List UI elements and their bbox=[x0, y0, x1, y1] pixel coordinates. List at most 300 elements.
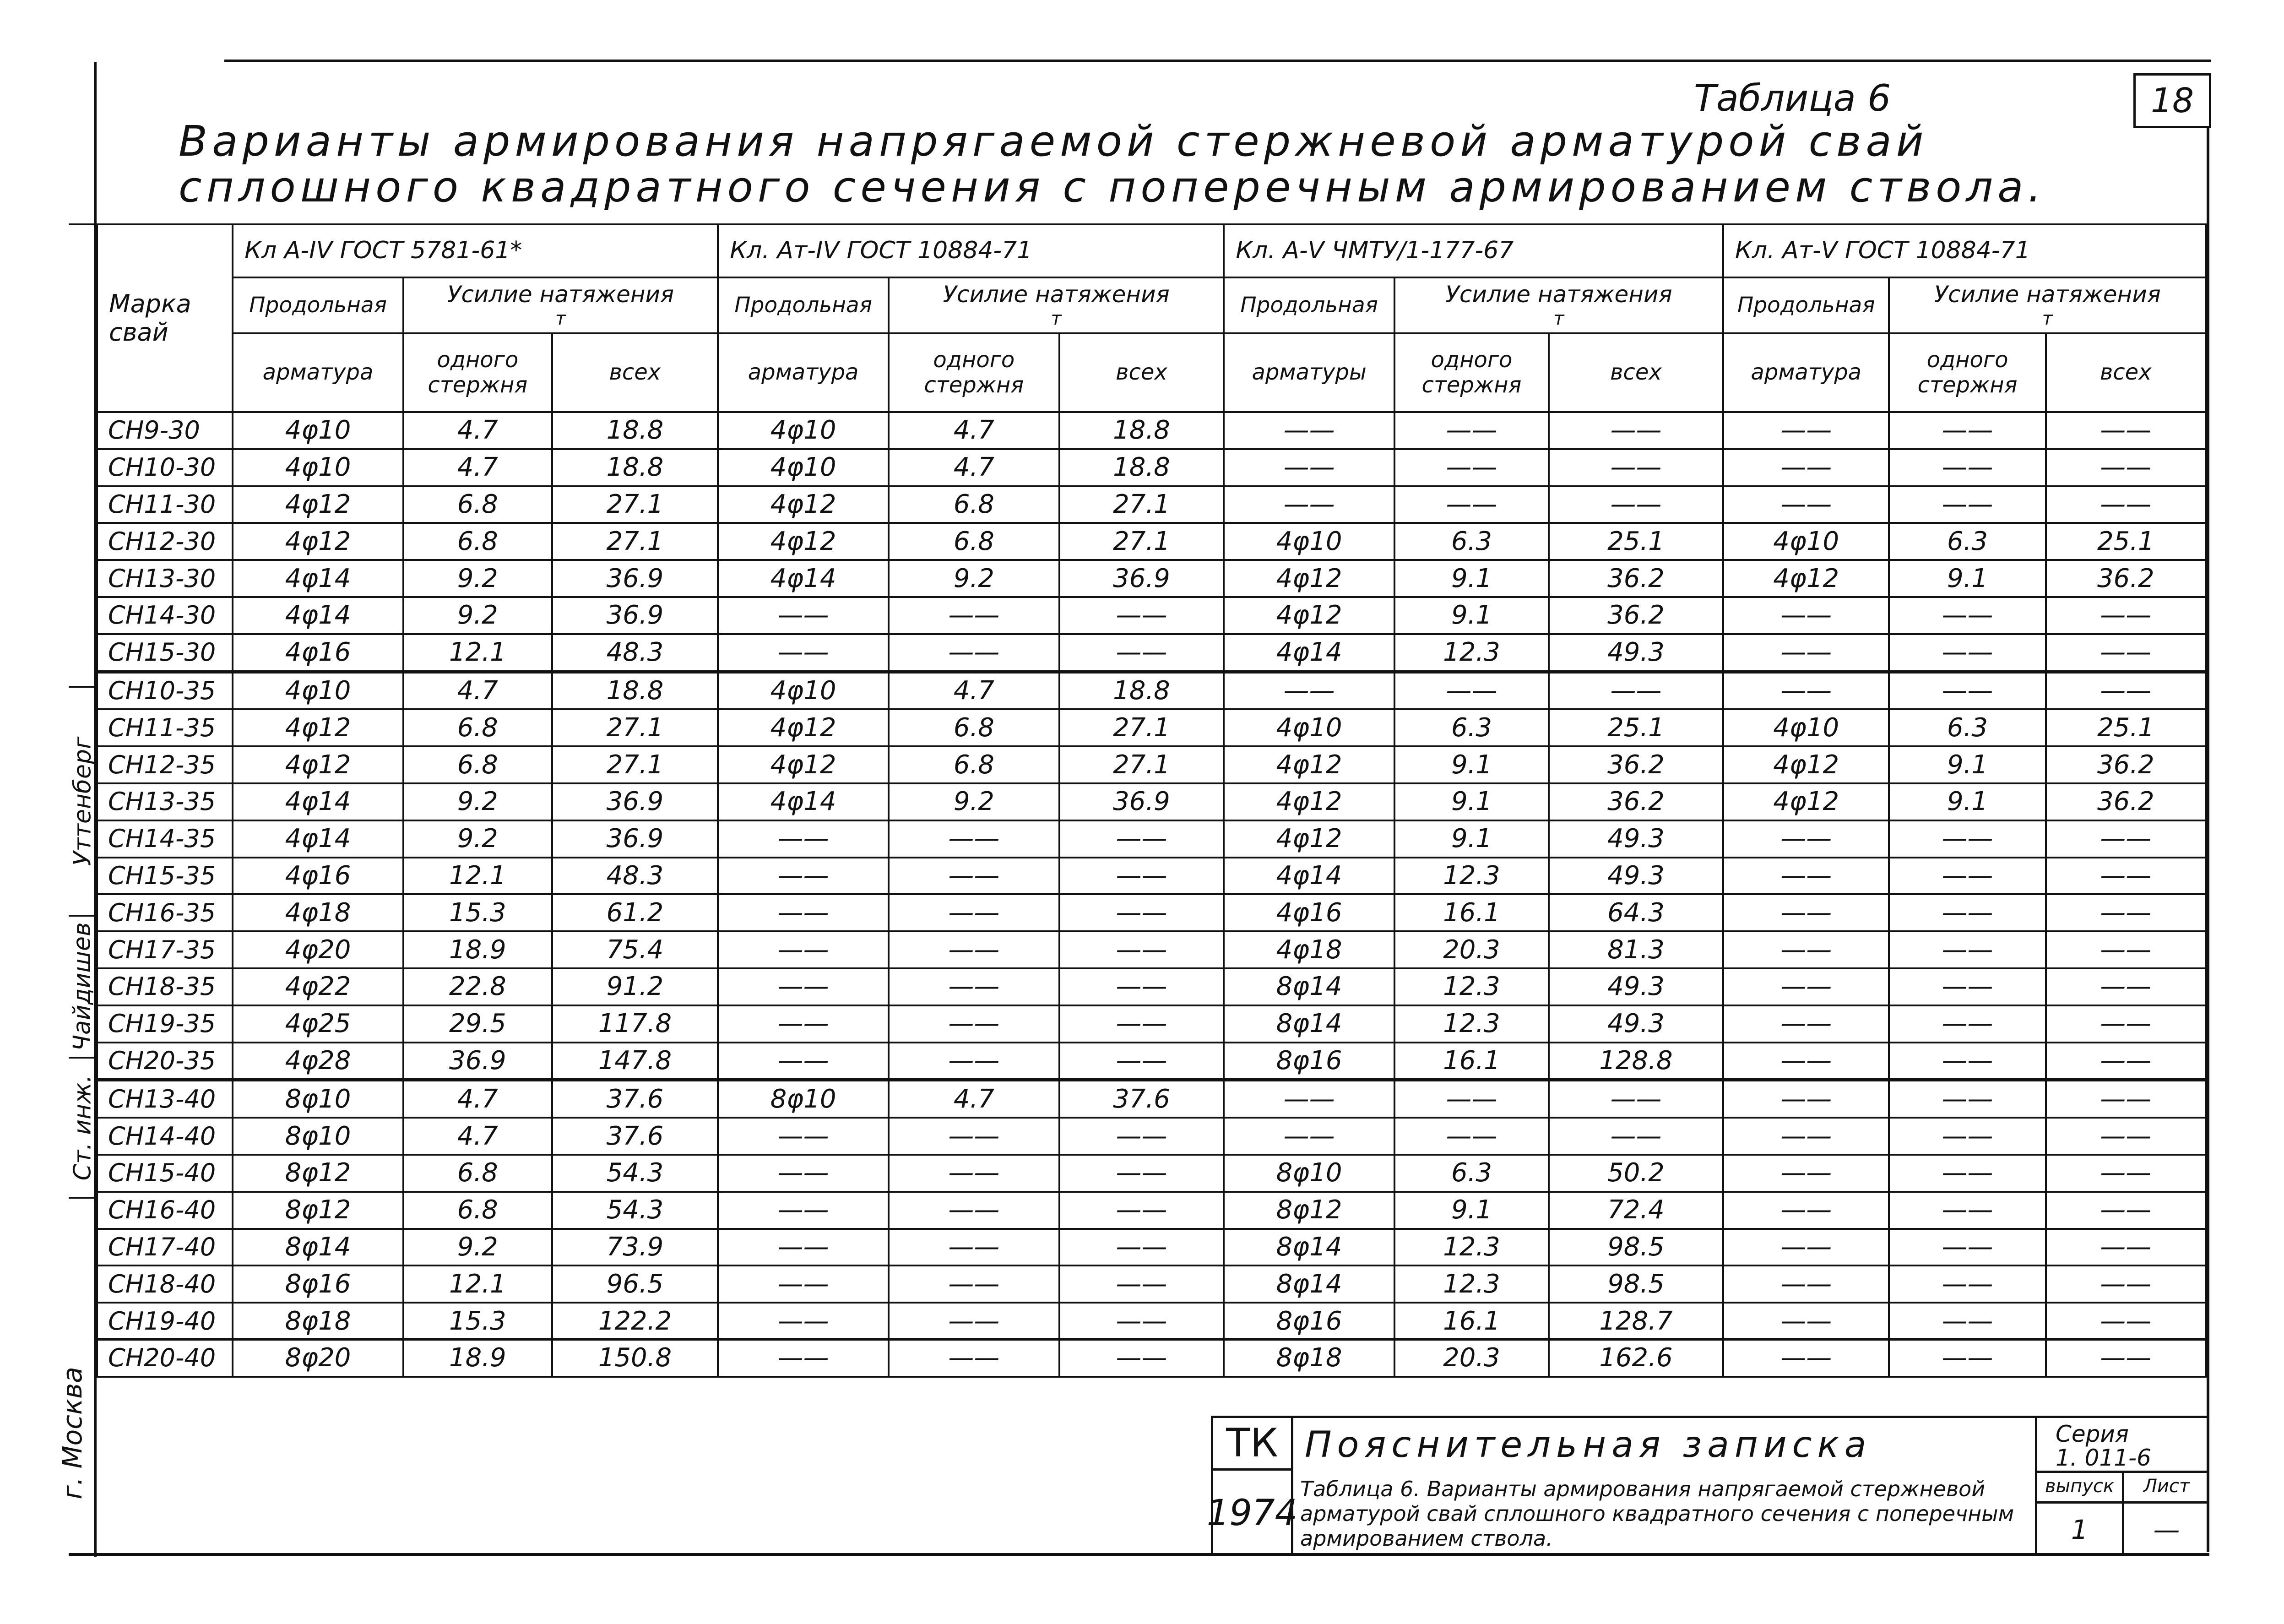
table-cell: —— bbox=[1059, 858, 1224, 895]
table-cell: 6.8 bbox=[889, 746, 1059, 783]
table-cell: —— bbox=[2046, 820, 2206, 858]
table-row bbox=[97, 1005, 2206, 1043]
header-longitudinal-4: Продольная bbox=[1723, 277, 1889, 333]
table-cell: 27.1 bbox=[1059, 746, 1224, 783]
table-cell: 48.3 bbox=[552, 634, 718, 672]
pile-mark-cell: СН15-30 bbox=[97, 634, 233, 672]
table-cell: 12.3 bbox=[1394, 1266, 1549, 1303]
table-cell: 4.7 bbox=[403, 449, 552, 486]
table-row bbox=[97, 1340, 2206, 1377]
table-cell: 4.7 bbox=[403, 1080, 552, 1118]
header-reinforcement-4: арматура bbox=[1723, 333, 1889, 412]
table-row bbox=[97, 746, 2206, 783]
header-reinforcement-3: арматуры bbox=[1224, 333, 1394, 412]
table-cell: 16.1 bbox=[1394, 1043, 1549, 1080]
table-cell: 4φ10 bbox=[718, 672, 889, 709]
table-cell: 25.1 bbox=[2046, 523, 2206, 560]
table-cell: —— bbox=[1059, 1118, 1224, 1155]
table-cell: 98.5 bbox=[1549, 1229, 1723, 1266]
table-cell: —— bbox=[1889, 1266, 2045, 1303]
table-cell: 36.2 bbox=[1549, 783, 1723, 820]
header-force-2: Усилие натяжения т bbox=[889, 277, 1224, 333]
table-cell: 36.9 bbox=[552, 783, 718, 820]
table-cell: —— bbox=[889, 634, 1059, 672]
table-cell: 72.4 bbox=[1549, 1192, 1723, 1229]
table-cell: 4φ12 bbox=[233, 523, 403, 560]
table-cell: 49.3 bbox=[1549, 858, 1723, 895]
pile-mark-cell: СН18-40 bbox=[97, 1266, 233, 1303]
table-cell: 36.9 bbox=[552, 597, 718, 634]
table-cell: 49.3 bbox=[1549, 820, 1723, 858]
table-cell: —— bbox=[1723, 1229, 1889, 1266]
signature-box-engineer bbox=[69, 686, 96, 915]
table-cell: —— bbox=[1723, 1340, 1889, 1377]
pile-mark-cell: СН13-35 bbox=[97, 783, 233, 820]
table-row bbox=[97, 1080, 2206, 1118]
table-cell: —— bbox=[1723, 1005, 1889, 1043]
table-cell: —— bbox=[1059, 597, 1224, 634]
table-cell: —— bbox=[889, 1229, 1059, 1266]
table-cell: 36.9 bbox=[403, 1043, 552, 1080]
table-cell: 91.2 bbox=[552, 968, 718, 1005]
table-cell: 4.7 bbox=[403, 1118, 552, 1155]
table-cell: 18.8 bbox=[1059, 672, 1224, 709]
table-cell: 4.7 bbox=[889, 1080, 1059, 1118]
table-cell: 4φ22 bbox=[233, 968, 403, 1005]
pile-mark-cell: СН15-40 bbox=[97, 1155, 233, 1192]
table-cell: 128.7 bbox=[1549, 1303, 1723, 1340]
header-reinforcement-2: арматура bbox=[718, 333, 889, 412]
table-cell: 37.6 bbox=[552, 1118, 718, 1155]
frame-top-line bbox=[224, 60, 2211, 62]
table-cell: 4φ12 bbox=[233, 486, 403, 523]
table-cell: 37.6 bbox=[552, 1080, 718, 1118]
table-cell: 4φ10 bbox=[1224, 709, 1394, 746]
table-row bbox=[97, 709, 2206, 746]
table-label: Таблица 6 bbox=[1694, 77, 1891, 119]
table-row bbox=[97, 1118, 2206, 1155]
pile-mark-cell: СН11-30 bbox=[97, 486, 233, 523]
header-all-bars-3: всех bbox=[1549, 333, 1723, 412]
table-cell: —— bbox=[718, 894, 889, 931]
issue-cell bbox=[2035, 1473, 2122, 1555]
table-cell: —— bbox=[718, 858, 889, 895]
table-cell: 6.3 bbox=[1889, 709, 2045, 746]
table-cell: —— bbox=[718, 968, 889, 1005]
table-cell: 9.2 bbox=[889, 560, 1059, 597]
table-cell: —— bbox=[1549, 486, 1723, 523]
table-row bbox=[97, 1155, 2206, 1192]
table-cell: —— bbox=[2046, 486, 2206, 523]
table-cell: 61.2 bbox=[552, 894, 718, 931]
table-cell: 122.2 bbox=[552, 1303, 718, 1340]
table-cell: —— bbox=[1723, 820, 1889, 858]
table-row bbox=[97, 523, 2206, 560]
pile-mark-cell: СН17-40 bbox=[97, 1229, 233, 1266]
table-cell: —— bbox=[889, 1155, 1059, 1192]
table-cell: —— bbox=[1224, 486, 1394, 523]
table-cell: —— bbox=[1723, 1303, 1889, 1340]
table-cell: 8φ12 bbox=[1224, 1192, 1394, 1229]
table-cell: 9.2 bbox=[889, 783, 1059, 820]
table-cell: —— bbox=[1889, 1229, 2045, 1266]
table-cell: —— bbox=[1889, 1303, 2045, 1340]
table-cell: 73.9 bbox=[552, 1229, 718, 1266]
table-cell: 4φ10 bbox=[1723, 709, 1889, 746]
header-group-1: Кл А-IV ГОСТ 5781-61* bbox=[233, 224, 718, 277]
table-cell: 96.5 bbox=[552, 1266, 718, 1303]
table-cell: —— bbox=[889, 968, 1059, 1005]
table-cell: —— bbox=[1723, 968, 1889, 1005]
table-cell: 8φ18 bbox=[1224, 1340, 1394, 1377]
table-cell: 36.9 bbox=[552, 820, 718, 858]
pile-mark-cell: СН17-35 bbox=[97, 931, 233, 968]
table-cell: 4φ12 bbox=[1723, 560, 1889, 597]
table-cell: 162.6 bbox=[1549, 1340, 1723, 1377]
table-cell: 27.1 bbox=[552, 709, 718, 746]
table-cell: 15.3 bbox=[403, 1303, 552, 1340]
table-cell: —— bbox=[1723, 1192, 1889, 1229]
table-cell: —— bbox=[1889, 1192, 2045, 1229]
table-cell: 4φ12 bbox=[1224, 597, 1394, 634]
table-row bbox=[97, 672, 2206, 709]
table-cell: —— bbox=[1889, 597, 2045, 634]
table-cell: —— bbox=[1059, 634, 1224, 672]
table-cell: —— bbox=[1889, 634, 2045, 672]
table-row bbox=[97, 486, 2206, 523]
table-cell: 16.1 bbox=[1394, 894, 1549, 931]
stamp-description: Таблица 6. Варианты армирования напрягаемой стержневой арматурой свай сплошного квадратного сечения с поперечным армированием ствола. bbox=[1300, 1477, 2014, 1551]
table-cell: 50.2 bbox=[1549, 1155, 1723, 1192]
table-cell: 4φ25 bbox=[233, 1005, 403, 1043]
table-cell: 128.8 bbox=[1549, 1043, 1723, 1080]
table-row bbox=[97, 783, 2206, 820]
table-cell: —— bbox=[1889, 486, 2045, 523]
table-cell: 9.2 bbox=[403, 1229, 552, 1266]
table-cell: 4φ14 bbox=[1224, 858, 1394, 895]
table-cell: —— bbox=[1723, 449, 1889, 486]
table-cell: —— bbox=[1889, 449, 2045, 486]
table-cell: —— bbox=[1394, 449, 1549, 486]
table-cell: 4φ12 bbox=[718, 486, 889, 523]
table-cell: 4φ16 bbox=[1224, 894, 1394, 931]
table-cell: 8φ12 bbox=[233, 1155, 403, 1192]
pile-mark-cell: СН14-40 bbox=[97, 1118, 233, 1155]
table-cell: —— bbox=[1224, 449, 1394, 486]
table-row bbox=[97, 931, 2206, 968]
table-cell: —— bbox=[2046, 1340, 2206, 1377]
header-one-bar-1: одного стержня bbox=[403, 333, 552, 412]
table-cell: 8φ20 bbox=[233, 1340, 403, 1377]
header-force-3: Усилие натяжения т bbox=[1394, 277, 1723, 333]
table-cell: 4φ12 bbox=[1224, 820, 1394, 858]
table-cell: —— bbox=[1394, 412, 1549, 449]
header-force-1: Усилие натяжения т bbox=[403, 277, 718, 333]
table-cell: —— bbox=[1059, 1266, 1224, 1303]
table-cell: 20.3 bbox=[1394, 1340, 1549, 1377]
table-cell: —— bbox=[718, 1118, 889, 1155]
table-cell: 9.2 bbox=[403, 597, 552, 634]
table-cell: —— bbox=[1394, 1080, 1549, 1118]
table-cell: —— bbox=[2046, 672, 2206, 709]
table-cell: 48.3 bbox=[552, 858, 718, 895]
header-group-4: Кл. Ат-V ГОСТ 10884-71 bbox=[1723, 224, 2206, 277]
table-cell: 12.1 bbox=[403, 1266, 552, 1303]
table-cell: 8φ14 bbox=[233, 1229, 403, 1266]
table-cell: 8φ10 bbox=[233, 1118, 403, 1155]
table-cell: 12.3 bbox=[1394, 858, 1549, 895]
table-cell: 4φ12 bbox=[1224, 560, 1394, 597]
table-cell: 4φ12 bbox=[718, 523, 889, 560]
table-cell: —— bbox=[889, 1340, 1059, 1377]
table-cell: 27.1 bbox=[1059, 523, 1224, 560]
table-cell: 25.1 bbox=[1549, 709, 1723, 746]
table-row bbox=[97, 894, 2206, 931]
table-cell: —— bbox=[1723, 597, 1889, 634]
table-cell: 98.5 bbox=[1549, 1266, 1723, 1303]
pile-mark-cell: СН10-30 bbox=[97, 449, 233, 486]
table-cell: 4φ12 bbox=[1723, 746, 1889, 783]
table-cell: —— bbox=[1723, 412, 1889, 449]
table-cell: —— bbox=[1059, 1340, 1224, 1377]
table-cell: 9.2 bbox=[403, 560, 552, 597]
table-cell: 4φ14 bbox=[1224, 634, 1394, 672]
pile-mark-cell: СН19-40 bbox=[97, 1303, 233, 1340]
signature-senior: Ст. инж. bbox=[69, 1075, 97, 1181]
table-cell: —— bbox=[1059, 931, 1224, 968]
table-cell: 4.7 bbox=[889, 672, 1059, 709]
pile-mark-cell: СН13-40 bbox=[97, 1080, 233, 1118]
table-cell: —— bbox=[1059, 820, 1224, 858]
table-cell: —— bbox=[1549, 412, 1723, 449]
table-cell: 4φ10 bbox=[233, 412, 403, 449]
table-cell: 36.9 bbox=[1059, 783, 1224, 820]
table-cell: 54.3 bbox=[552, 1155, 718, 1192]
title-block bbox=[1206, 1416, 2207, 1553]
table-row bbox=[97, 597, 2206, 634]
table-cell: —— bbox=[2046, 634, 2206, 672]
table-row bbox=[97, 634, 2206, 672]
table-cell: —— bbox=[1549, 449, 1723, 486]
table-cell: 9.2 bbox=[403, 783, 552, 820]
table-cell: —— bbox=[1889, 820, 2045, 858]
table-cell: —— bbox=[1549, 1080, 1723, 1118]
table-cell: —— bbox=[718, 820, 889, 858]
sheet-value: — bbox=[2153, 1514, 2180, 1545]
table-cell: 12.3 bbox=[1394, 968, 1549, 1005]
table-cell: —— bbox=[1394, 1118, 1549, 1155]
table-cell: —— bbox=[889, 1118, 1059, 1155]
header-reinforcement-1: арматура bbox=[233, 333, 403, 412]
table-cell: 9.1 bbox=[1889, 560, 2045, 597]
table-cell: 75.4 bbox=[552, 931, 718, 968]
table-cell: 4φ18 bbox=[1224, 931, 1394, 968]
table-cell: —— bbox=[1889, 672, 2045, 709]
table-cell: 147.8 bbox=[552, 1043, 718, 1080]
table-cell: —— bbox=[2046, 1229, 2206, 1266]
table-cell: 150.8 bbox=[552, 1340, 718, 1377]
series-value: 1. 011-6 bbox=[2056, 1445, 2151, 1471]
table-cell: 18.8 bbox=[552, 672, 718, 709]
table-cell: —— bbox=[889, 1043, 1059, 1080]
table-row bbox=[97, 449, 2206, 486]
page-number: 18 bbox=[2133, 73, 2211, 128]
table-cell: —— bbox=[1224, 412, 1394, 449]
pile-mark-cell: СН9-30 bbox=[97, 412, 233, 449]
table-cell: 6.8 bbox=[403, 746, 552, 783]
table-cell: 36.2 bbox=[1549, 560, 1723, 597]
table-cell: 9.1 bbox=[1394, 746, 1549, 783]
table-cell: 4φ16 bbox=[233, 858, 403, 895]
table-cell: —— bbox=[718, 634, 889, 672]
table-cell: 8φ10 bbox=[718, 1080, 889, 1118]
pile-mark-cell: СН11-35 bbox=[97, 709, 233, 746]
series-cell bbox=[2035, 1418, 2209, 1473]
table-cell: 54.3 bbox=[552, 1192, 718, 1229]
table-cell: —— bbox=[2046, 1043, 2206, 1080]
table-cell: 4φ14 bbox=[233, 560, 403, 597]
table-row bbox=[97, 968, 2206, 1005]
table-cell: 4φ14 bbox=[233, 820, 403, 858]
header-all-bars-4: всех bbox=[2046, 333, 2206, 412]
table-cell: 8φ12 bbox=[233, 1192, 403, 1229]
table-cell: —— bbox=[1723, 894, 1889, 931]
table-cell: 36.2 bbox=[2046, 746, 2206, 783]
header-all-bars-1: всех bbox=[552, 333, 718, 412]
table-cell: 27.1 bbox=[552, 746, 718, 783]
signature-box-check bbox=[69, 915, 96, 1057]
table-cell: 8φ14 bbox=[1224, 1266, 1394, 1303]
pile-mark-cell: СН12-30 bbox=[97, 523, 233, 560]
pile-mark-cell: СН12-35 bbox=[97, 746, 233, 783]
table-cell: 27.1 bbox=[1059, 709, 1224, 746]
table-cell: 27.1 bbox=[1059, 486, 1224, 523]
table-cell: 22.8 bbox=[403, 968, 552, 1005]
table-cell: 4φ12 bbox=[1224, 746, 1394, 783]
table-cell: 12.3 bbox=[1394, 1005, 1549, 1043]
table-cell: 4φ18 bbox=[233, 894, 403, 931]
header-force-4: Усилие натяжения т bbox=[1889, 277, 2206, 333]
table-cell: —— bbox=[718, 1192, 889, 1229]
table-cell: 4.7 bbox=[403, 412, 552, 449]
table-cell: 9.1 bbox=[1889, 746, 2045, 783]
table-cell: 6.8 bbox=[889, 523, 1059, 560]
table-cell: 4φ12 bbox=[718, 746, 889, 783]
table-cell: 18.9 bbox=[403, 1340, 552, 1377]
header-group-3: Кл. А-V ЧМТУ/1-177-67 bbox=[1224, 224, 1723, 277]
table-cell: 4φ10 bbox=[1723, 523, 1889, 560]
table-cell: 4φ14 bbox=[718, 560, 889, 597]
table-cell: —— bbox=[1889, 1118, 2045, 1155]
pile-mark-cell: СН16-40 bbox=[97, 1192, 233, 1229]
stamp-title: Пояснительная записка bbox=[1305, 1424, 1872, 1466]
header-one-bar-2: одного стержня bbox=[889, 333, 1059, 412]
table-cell: 27.1 bbox=[552, 486, 718, 523]
table-cell: 4φ16 bbox=[233, 634, 403, 672]
table-cell: 6.3 bbox=[1394, 523, 1549, 560]
table-cell: —— bbox=[1889, 1043, 2045, 1080]
table-cell: 4φ12 bbox=[233, 709, 403, 746]
table-cell: 49.3 bbox=[1549, 634, 1723, 672]
table-cell: 18.8 bbox=[1059, 412, 1224, 449]
table-cell: 6.3 bbox=[1394, 1155, 1549, 1192]
table-cell: 6.8 bbox=[889, 486, 1059, 523]
table-cell: 4φ12 bbox=[1723, 783, 1889, 820]
table-cell: 12.3 bbox=[1394, 634, 1549, 672]
signature-box-blank bbox=[69, 223, 96, 562]
table-cell: 4φ20 bbox=[233, 931, 403, 968]
table-cell: 18.8 bbox=[552, 449, 718, 486]
table-cell: —— bbox=[2046, 1118, 2206, 1155]
table-cell: —— bbox=[2046, 858, 2206, 895]
signature-strip bbox=[69, 223, 96, 1331]
table-cell: 25.1 bbox=[2046, 709, 2206, 746]
table-cell: —— bbox=[1889, 1080, 2045, 1118]
table-cell: —— bbox=[2046, 931, 2206, 968]
table-cell: —— bbox=[1059, 894, 1224, 931]
table-cell: 4φ10 bbox=[233, 449, 403, 486]
table-cell: —— bbox=[889, 858, 1059, 895]
table-cell: 20.3 bbox=[1394, 931, 1549, 968]
table-cell: 36.2 bbox=[2046, 783, 2206, 820]
table-cell: —— bbox=[1224, 1080, 1394, 1118]
table-cell: —— bbox=[1889, 1155, 2045, 1192]
city-label: г. Москва bbox=[57, 1367, 88, 1499]
table-cell: —— bbox=[889, 820, 1059, 858]
table-cell: 36.2 bbox=[1549, 746, 1723, 783]
table-cell: —— bbox=[1059, 1229, 1224, 1266]
table-cell: —— bbox=[2046, 597, 2206, 634]
issue-label: выпуск bbox=[2037, 1476, 2122, 1504]
table-cell: 8φ14 bbox=[1224, 968, 1394, 1005]
table-cell: —— bbox=[1394, 486, 1549, 523]
table-cell: —— bbox=[1889, 412, 2045, 449]
table-cell: —— bbox=[1723, 634, 1889, 672]
table-cell: 6.8 bbox=[403, 1155, 552, 1192]
header-one-bar-3: одного стержня bbox=[1394, 333, 1549, 412]
table-cell: —— bbox=[889, 931, 1059, 968]
table-body bbox=[97, 412, 2206, 1377]
table-cell: 8φ16 bbox=[233, 1266, 403, 1303]
table-cell: —— bbox=[1889, 858, 2045, 895]
table-cell: 36.2 bbox=[2046, 560, 2206, 597]
table-cell: 9.1 bbox=[1889, 783, 2045, 820]
table-cell: 4φ12 bbox=[718, 709, 889, 746]
table-cell: —— bbox=[1059, 1192, 1224, 1229]
table-cell: —— bbox=[1723, 1155, 1889, 1192]
table-cell: —— bbox=[718, 1043, 889, 1080]
table-cell: 4φ10 bbox=[1224, 523, 1394, 560]
table-cell: 36.2 bbox=[1549, 597, 1723, 634]
table-row bbox=[97, 820, 2206, 858]
table-cell: 6.8 bbox=[403, 1192, 552, 1229]
table-cell: —— bbox=[2046, 968, 2206, 1005]
table-row bbox=[97, 1229, 2206, 1266]
table-cell: —— bbox=[718, 931, 889, 968]
table-cell: —— bbox=[2046, 1266, 2206, 1303]
table-cell: 6.8 bbox=[403, 486, 552, 523]
table-cell: —— bbox=[1059, 1043, 1224, 1080]
table-cell: —— bbox=[1889, 894, 2045, 931]
pile-mark-cell: СН14-35 bbox=[97, 820, 233, 858]
table-cell: 4.7 bbox=[403, 672, 552, 709]
table-cell: —— bbox=[1723, 486, 1889, 523]
table-cell: 37.6 bbox=[1059, 1080, 1224, 1118]
pile-mark-cell: СН10-35 bbox=[97, 672, 233, 709]
table-cell: 36.9 bbox=[1059, 560, 1224, 597]
table-cell: 6.8 bbox=[403, 523, 552, 560]
signature-box-senior bbox=[69, 1057, 96, 1199]
